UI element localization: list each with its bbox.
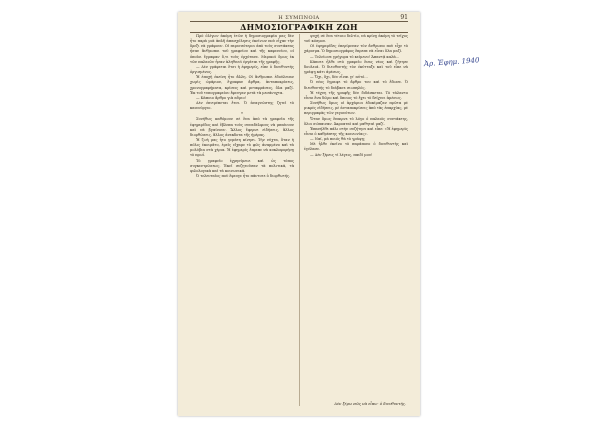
paragraph: Ἡ τέχνη τῆς γραφῆς δὲν διδάσκεται. Τὸ τάλαντο εἶναι ἕνα δῶρο καὶ ὅποιος τὸ ἔχει τὸ δείχνει ἀμέσως. [304,90,408,100]
paragraph: Ὁ νέος ἔγραψε τὸ ἄρθρο του καὶ τὸ ἔδωσε. Ὁ διευθυντὴς τὸ διάβασε σιωπηλός. [304,80,408,90]
paragraph: Δὲν ἐπιτρέπεται ἔτσι. Ὁ ἀναγνώστης ζητεῖ τὸ καινούργιο. [190,101,294,111]
paragraph: — Τελείωσε γρήγορα τὸ κείμενο! Ἀπαντᾷ καλά... [310,54,400,59]
paragraph: Ὅταν ὅμως ἔπαιρνε τὸ λόγο ὁ παλαιὸς συντάκτης, ὅλοι σώπαιναν. Ἀκροαταὶ καὶ μαθηταὶ μαζί. [304,116,408,126]
paragraph: Τὸ γραφεῖο ἐχρησίμευε καὶ ὡς τόπος συγκεντρώσεως. Ἐκεῖ συζητοῦσαν τὰ πολιτικά, τὰ φιλολογικὰ καὶ τὰ κοινωνικά. [190,158,294,173]
column-divider [299,34,300,406]
paragraph: Πρὸ ὀλίγων ἀκόμη ἐτῶν ἡ δημοσιογραφία μας δὲν ἦτο παρὰ μιὰ ἀπλῆ ἀπασχόλησις ἐκείνων ποὺ εἶχαν τὴν ὄρεξι νὰ γράφουν. Οἱ περισσότεροι ἀπὸ τοὺς συντάκτας ἦσαν ἄνθρωποι τοῦ γραφείου καὶ τῆς καφενείου, οἱ ὁποῖοι ἔγραφαν ὅ,τι τοὺς ἐρχότανε. Μερικοὶ ὅμως ἐκ τῶν παλαιῶν ἦσαν ἀληθινοὶ ἐργάται τῆς γραφῆς. [190,34,294,64]
paragraph: — Κάποιο ἄρθρο γιὰ αὔριο! [196,95,247,100]
running-head: Η ΣΥΜΠΝΟΙΑ [278,15,320,21]
paragraph: Ὁ τελευταῖος ποὺ ἔφευγε ἦτο πάντοτε ὁ διορθωτής. [196,174,291,179]
paragraph: — Δὲν ξέρεις τί λέγεις, παιδί μου! [310,152,373,157]
paragraph: — Ναί, μὰ ποιός θὰ τὸ γράψῃ; [310,137,366,142]
closing-line: Δὲν ξέρω πῶς νὰ εἶπω· ὁ διευθυντής. [334,401,406,406]
article-title: ΔΗΜΟΣΙΟΓΡΑΦΙΚΗ ΖΩΗ [240,22,358,32]
paragraph: Συνήθως ὅμως οἱ ἀρχάριοι ἐδοκίμαζαν πρῶτα μὲ μικρὲς εἰδήσεις, μὲ ἀνταποκρίσεις ἀπὸ τὰς ἐπαρχίας, μὲ περιγραφὰς τῶν γεγονότων. [304,101,408,116]
paragraph: Κάποτε ἦλθε στὸ γραφεῖο ἕνας νέος καὶ ζήτησε δουλειά. Ὁ διευθυντὴς τὸν ἐκύτταξε καὶ τοῦ εἶπε νὰ γράψῃ κάτι ἀμέσως. [304,59,408,75]
handwritten-note: Ἀρ. Ἐφημ. 1940 [423,56,480,69]
paragraph: — Ὄχι, ὄχι, δὲν εἶναι γι' αὐτό... [310,75,368,80]
paragraph: * [241,111,243,117]
paragraph: Μὲ ἦλθε ἐκεῖνο τὸ παράπονο ὁ διευθυντὴς καὶ ἐγέλασε. [304,142,408,152]
paragraph: Ἡ ἐποχὴ ἐκείνη ἦτο ἄλλη. Οἱ ἄνθρωποι ἐδούλευαν χωρὶς ὡράριον, ἔγραφαν ἄρθρα, ἀνταποκρίσεις, χρονογραφήματα, κρίσεις καὶ μεταφράσεις, ὅλα μαζί. Ἐκ τοῦ τυπογραφείου ἔφευγαν μετὰ τὰ μεσάνυχτα. [190,75,294,95]
paragraph: — Δὲν γράφεται ἔτσι ἡ ἐφημερίς, εἶπε ὁ διευθυντὴς ὀργισμένος. [190,64,294,75]
paragraph: ψυχὴ σὲ ἕνα τέτοιο δελτίο, νὰ κρίνῃ ἀκόμη τὸ τεῖχος τοῦ κόσμου. [304,34,408,44]
right-column [304,34,408,158]
paragraph: Συνήθως καθόμουν σὲ ἕνα ἀπὸ τὰ γραφεῖα τῆς ἐφημερίδος καὶ ἔβλεπα τοὺς συναδέλφους νὰ μπαίνουν καὶ νὰ βγαίνουν. Ἄλλος ἔφερνε εἰδήσεις, ἄλλος διορθώσεις, ἄλλος ἀνεκδοτα τῆς ἡμέρας. [190,117,294,137]
paragraph: Οἱ ἐφημερίδες ἐπερίμεναν τὸν ἄνθρωπο ποὺ εἶχε τὸ χάρισμα. Ὁ δημοσιογράφος ἔπρεπε νὰ εἶναι ὅλα μαζί. [304,44,408,54]
top-rule [190,21,408,22]
page-number: 91 [400,14,408,21]
paragraph: Ἐπανήλθε πάλι στὴν συζήτησι καὶ εἶπε: «Ἡ ἐφημερὶς εἶναι ὁ καθρέπτης τῆς κοινωνίας». [304,126,408,136]
title-rule [190,32,408,33]
document-page [178,12,420,416]
paragraph: Ἡ ζωὴ μας ἦτο γεμάτη κίνησι. Τὴν νύχτα, ὅταν ἡ πόλις ἐκοιμᾶτο, ἐμεῖς εἴχαμε τὸ φῶς ἀναμμένο καὶ τὰ μολύβια στὰ χέρια. Ἡ ἐφημερίς ἔπρεπε νὰ κυκλοφορήσῃ τὸ πρωΐ. [190,137,294,158]
left-column [190,34,294,179]
